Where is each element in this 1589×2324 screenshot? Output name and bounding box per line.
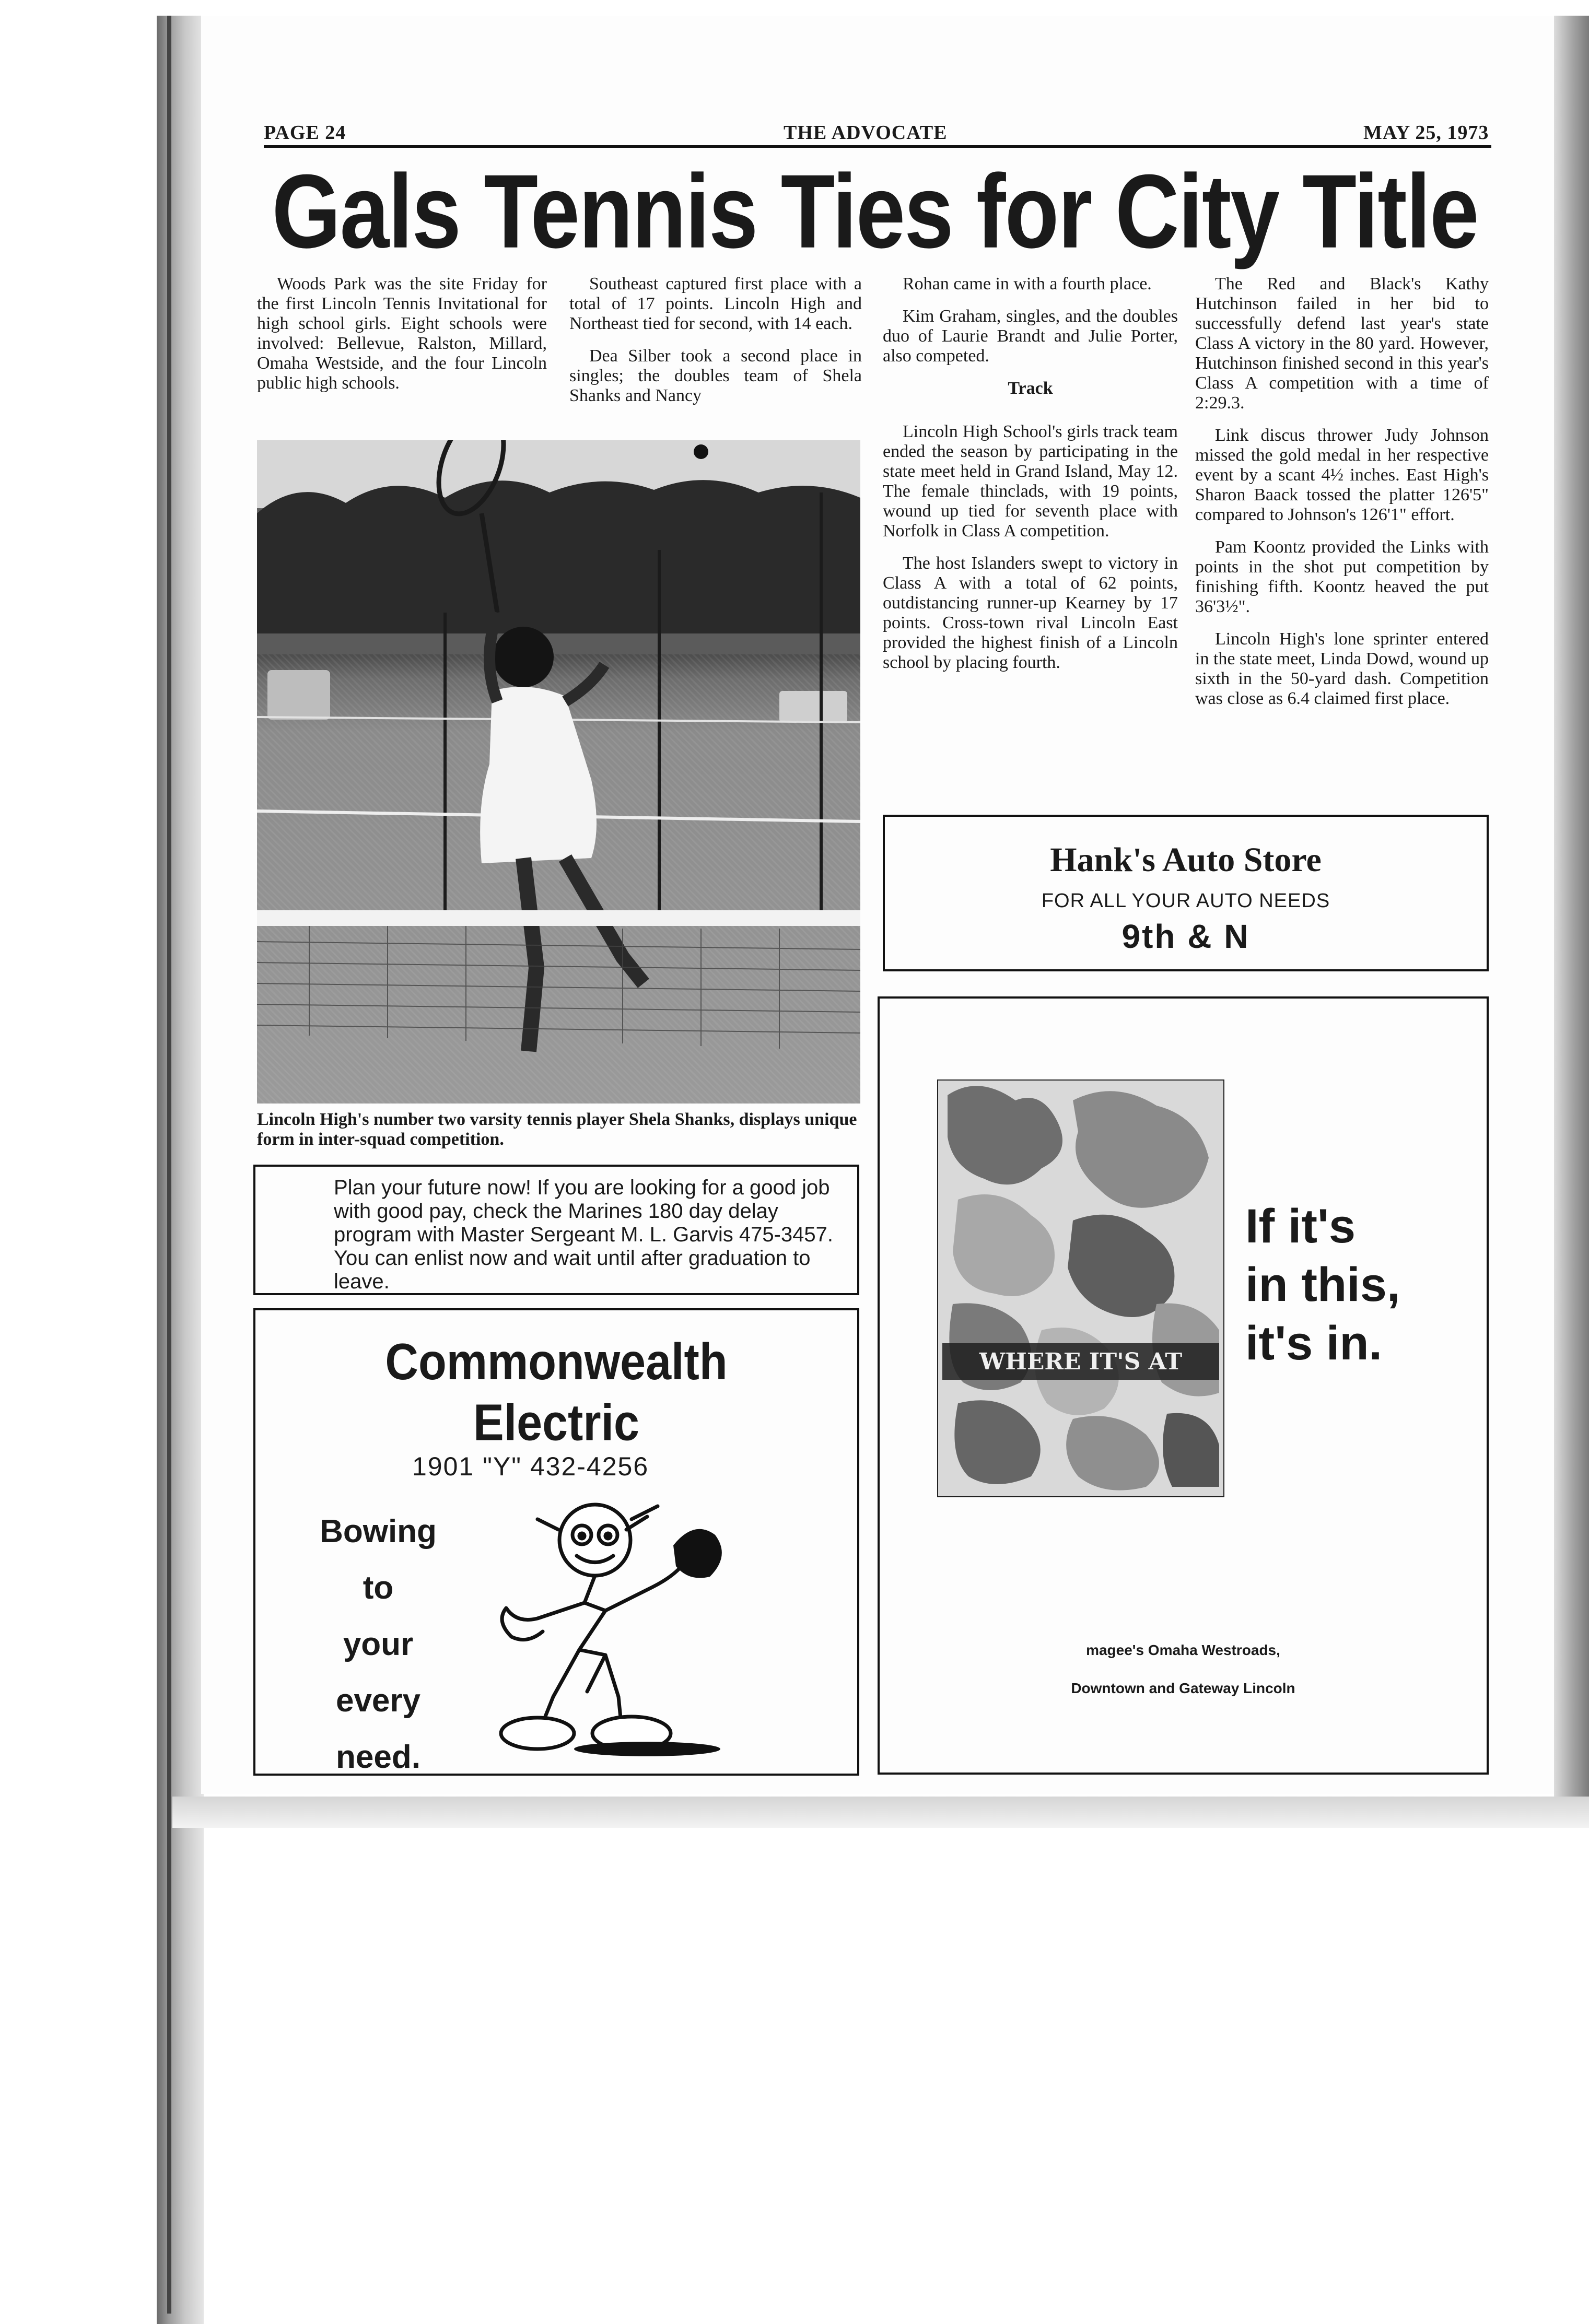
- paragraph: The host Islanders swept to victory in Class A with a total of 62 points, outdistancing runner-up Kearney by 17 points. Cross-town rival Lincoln East provided the highest finish of a Lincoln school by placing fourth.: [883, 554, 1178, 672]
- tennis-photo: [257, 440, 860, 1104]
- article-column-4: [1195, 274, 1489, 721]
- hanks-tagline: FOR ALL YOUR AUTO NEEDS: [1041, 890, 1330, 912]
- paper-name: THE ADVOCATE: [784, 122, 948, 144]
- magee-locations-line: Downtown and Gateway Lincoln: [1071, 1680, 1295, 1696]
- ce-slogan-line: your: [343, 1626, 414, 1662]
- scan-left-edge: [157, 16, 204, 2324]
- paragraph: Dea Silber took a second place in singles; the doubles team of Shela Shanks and Nancy: [569, 346, 862, 405]
- marines-ad-text: Plan your future now! If you are looking for a good job with good pay, check the Marines 180 day delay program with Master Sergeant M. L. Garvis 475-3457. You can enlist now and wait until after graduation to leave.: [334, 1176, 833, 1293]
- hanks-address: 9th & N: [1121, 918, 1250, 955]
- paragraph: Kim Graham, singles, and the doubles duo of Laurie Brandt and Julie Porter, also competed.: [883, 307, 1178, 366]
- ce-address: 1901 "Y" 432-4256: [412, 1452, 649, 1481]
- paragraph: Southeast captured first place with a total of 17 points. Lincoln High and Northeast tied for second, with 14 each.: [569, 274, 862, 333]
- paragraph: Lincoln High School's girls track team ended the season by participating in the state meet held in Grand Island, May 12. The female thinclads, with 19 points, wound up tied for seventh place with Norfolk in Class A competition.: [883, 422, 1178, 541]
- scan-left-edge-line: [167, 16, 171, 2314]
- ce-slogan-line: to: [363, 1570, 394, 1606]
- ce-slogan-line: every: [335, 1683, 421, 1719]
- magee-store-line: magee's Omaha Westroads,: [1086, 1642, 1280, 1658]
- paragraph: Woods Park was the site Friday for the first Lincoln Tennis Invitational for high school girls. Eight schools were involved: Bellevue, Ralston, Millard, Omaha Westside, and the four Lincoln public high schools.: [257, 274, 547, 393]
- scan-bottom-shadow: [172, 1797, 1589, 1828]
- marines-ad: [253, 1165, 859, 1295]
- issue-date: MAY 25, 1973: [1363, 122, 1489, 144]
- article-column-2: [569, 274, 862, 418]
- paragraph: Rohan came in with a fourth place.: [903, 274, 1152, 294]
- camo-patch-icon: [937, 1079, 1224, 1497]
- paragraph: Lincoln High's lone sprinter entered in the state meet, Linda Dowd, wound up sixth in the 50-yard dash. Competition was close as 6.4 claimed first place.: [1195, 629, 1489, 708]
- ce-slogan-line: Bowing: [320, 1513, 437, 1550]
- subhead-track: Track: [1008, 379, 1053, 398]
- magee-slogan-line: it's in.: [1245, 1317, 1383, 1370]
- magee-slogan-line: If it's: [1245, 1200, 1356, 1253]
- header-rule: [264, 145, 1491, 148]
- ce-name-line1: Commonwealth: [385, 1332, 728, 1391]
- magee-slogan: [1245, 1197, 1480, 1372]
- tennis-photo-illustration: [257, 440, 860, 1104]
- photo-caption: Lincoln High's number two varsity tennis player Shela Shanks, displays unique form in inter-squad competition.: [257, 1110, 857, 1149]
- headline: Gals Tennis Ties for City Title: [272, 153, 1478, 271]
- hanks-auto-store-ad: [883, 815, 1489, 971]
- denim-patch-image: [937, 1079, 1224, 1497]
- paragraph: Link discus thrower Judy Johnson missed the gold medal in her respective event by a scant 4½ inches. East High's Sharon Baack tossed the platter 126'5" compared to Johnson's 126'1" effort.: [1195, 426, 1489, 524]
- paragraph: The Red and Black's Kathy Hutchinson failed in her bid to successfully defend last year's state Class A victory in the 80 yard. However, Hutchinson finished second in this year's Class A competition with a time of 2:29.3.: [1195, 274, 1489, 413]
- magee-slogan-line: in this,: [1245, 1258, 1400, 1311]
- commonwealth-electric-name: [255, 1331, 857, 1453]
- ce-slogan: [318, 1504, 438, 1786]
- hanks-name: Hank's Auto Store: [1050, 841, 1322, 879]
- page-number: PAGE 24: [264, 122, 346, 144]
- ce-name-line2: Electric: [473, 1393, 639, 1451]
- patch-text: WHERE IT'S AT: [979, 1348, 1183, 1375]
- magees-ad: [878, 996, 1489, 1775]
- reddy-kilowatt-icon: [475, 1498, 767, 1759]
- commonwealth-electric-ad: [253, 1308, 859, 1776]
- scan-right-edge: [1554, 16, 1589, 1802]
- article-column-3: [883, 274, 1178, 685]
- article-column-1: [257, 274, 547, 406]
- ce-slogan-line: need.: [336, 1739, 420, 1775]
- paragraph: Pam Koontz provided the Links with points in the shot put competition by finishing fifth. Koontz heaved the put 36'3½".: [1195, 537, 1489, 616]
